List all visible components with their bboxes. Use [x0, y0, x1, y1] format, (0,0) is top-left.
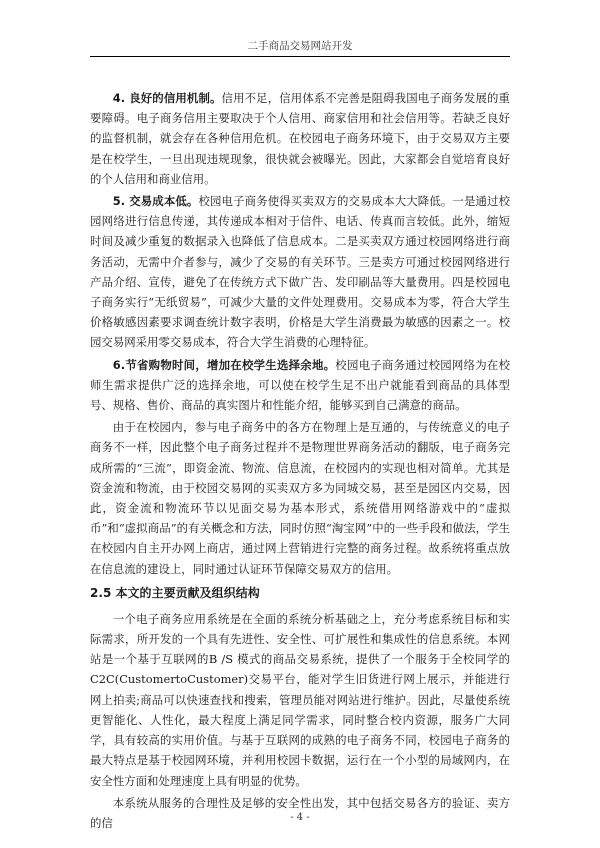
paragraph-three-flows — [90, 417, 510, 579]
paragraph-text: 信用不足，信用体系不完善是阻碍我国电子商务发展的重要障碍。电子商务信用主要取决于个人信用、商家信用和社会信用等。若缺乏良好的监督机制，就会存在各种信用危机。在校园电子商务环境下，由于交易双方主要是在校学生，一旦出现违规现象，很快就会被曝光。因此，大家都会自觉培育良好的个人信用和商业信用。 — [90, 91, 510, 186]
paragraph-system-overview — [90, 609, 510, 791]
paragraph-lead: 4. 良好的信用机制。 — [112, 91, 222, 105]
document-body — [90, 88, 510, 833]
page-number: - 4 - — [290, 812, 310, 823]
paragraph-lead: 5. 交易成本低。 — [112, 194, 199, 209]
paragraph-text: 一个电子商务应用系统是在全面的系统分析基础之上，充分考虑系统目标和实际需求，所开发的一个具有先进性、安全性、可扩展性和集成性的信息系统。本网站是一个基于互联网的B /S 模式的商品交易系统，提供了一个服务于全校同学的C2C(CustomertoCustomer)交易平台，能对学生旧货进行网上展示，并能进行网上拍卖;商品可以快速查找和搜索，管理员能对网站进行维护。因此，尽量使系统更智能化、人性化，最大程度上满足同学需求，同时整合校内资源，服务广大同学，具有较高的实用价值。与基于互联网的成熟的电子商务不同，校园电子商务的最大特点是基于校园网环境，并利用校园卡数据，运行在一个小型的局域网内，在安全性方面和处理速度上具有明显的优势。 — [90, 611, 510, 788]
paragraph-text: 由于在校园内，参与电子商务中的各方在物理上是互通的，与传统意义的电子商务不一样，因此整个电子商务过程并不是物理世界商务活动的翻版，电子商务完成所需的“三流”，即资金流、物流、信息流，在校园内的实现也相对简单。尤其是资金流和物流，由于校园交易网的买卖双方多为同城交易，甚至是园区内交易，因此，资金流和物流环节以见面交易为基本形式，系统借用网络游戏中的“虚拟币”和“虚拟商品”的有关概念和方法，同时仿照“淘宝网”中的一些手段和做法，学生在校园内自主开办网上商店，通过网上营销进行完整的商务过程。故系统将重点放在信息流的建设上，同时通过认证环节保障交易双方的信用。 — [90, 420, 510, 576]
paragraph-time — [90, 355, 510, 416]
paragraph-text: 校园电子商务使得买卖双方的交易成本大大降低。一是通过校园网络进行信息传递，其传递成本相对于信件、电话、传真而言较低。此外，缩短时间及减少重复的数据录入也降低了信息成本。二是买卖双方通过校园网络进行商务活动，无需中介者参与，减少了交易的有关环节。三是卖方可通过校园网络进行产品介绍、宣传，避免了在传统方式下做广告、发印刷品等大量费用。四是校园电子商务实行“无纸贸易”，可减少大量的文件处理费用。交易成本为零，符合大学生价格敏感因素要求调查统计数字表明，价格是大学生消费最为敏感的因素之一。校园交易网采用零交易成本，符合大学生消费的心理特征。 — [90, 194, 510, 350]
paragraph-lead: 6.节省购物时间，增加在校学生选择余地。 — [112, 357, 336, 372]
paragraph-text: 校园电子商务通过校园网络为在校师生需求提供广泛的选择余地，可以使在校学生足不出户就能看到商品的具体型号、规格、售价、商品的真实图片和性能介绍，能够买到自己满意的商品。 — [90, 357, 510, 413]
paragraph-credit — [90, 88, 510, 189]
header-rule — [90, 56, 510, 57]
paragraph-text: 本系统从服务的合理性及足够的安全性出发，其中包括交易各方的验证、卖方的信 — [90, 795, 510, 830]
running-header: 二手商品交易网站开发 — [247, 40, 353, 52]
section-heading: 2.5 本文的主要贡献及组织结构 — [90, 585, 260, 600]
paragraph-cost — [90, 191, 510, 353]
